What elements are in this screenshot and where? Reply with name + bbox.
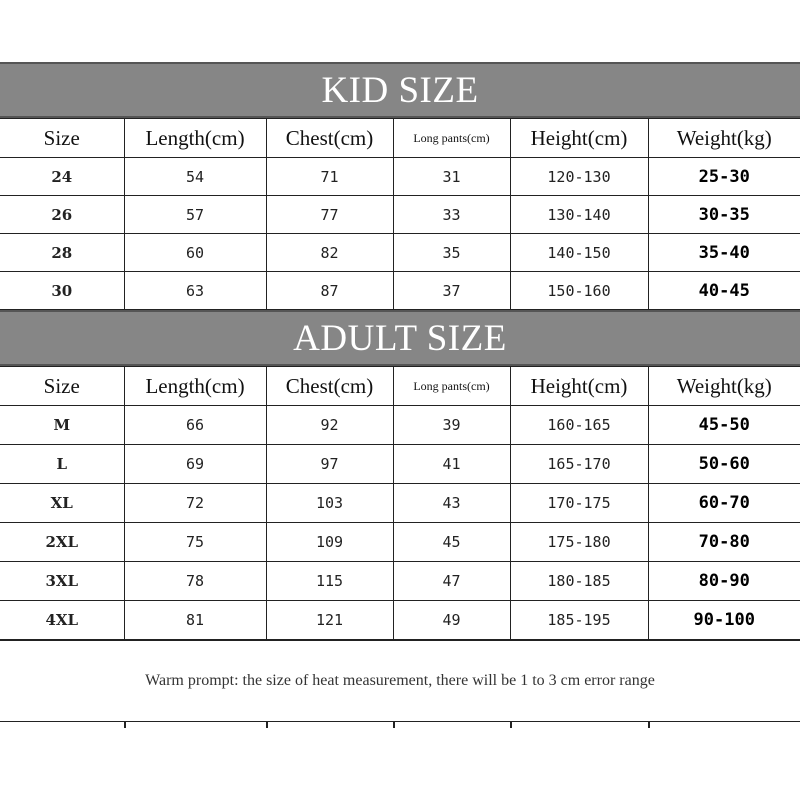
long-pants-cell: 41 [393, 445, 510, 484]
chest-cell: 121 [266, 601, 393, 640]
adult-size-table [0, 366, 800, 640]
height-cell: 140-150 [510, 234, 648, 272]
kid-size-table [0, 118, 800, 310]
length-cell: 72 [124, 484, 266, 523]
header-length: Length(cm) [124, 367, 266, 406]
header-length: Length(cm) [124, 119, 266, 158]
header-chest: Chest(cm) [266, 367, 393, 406]
chest-cell: 77 [266, 196, 393, 234]
divider [266, 722, 268, 728]
long-pants-cell: 37 [393, 272, 510, 310]
measurement-note: Warm prompt: the size of heat measurement, there will be 1 to 3 cm error range [0, 640, 800, 722]
length-cell: 57 [124, 196, 266, 234]
chest-cell: 97 [266, 445, 393, 484]
table-row [0, 272, 800, 310]
size-chart [0, 62, 800, 728]
long-pants-cell: 49 [393, 601, 510, 640]
weight-cell: 60-70 [648, 484, 800, 523]
divider [648, 722, 650, 728]
table-row [0, 406, 800, 445]
header-weight: Weight(kg) [648, 119, 800, 158]
header-long-pants: Long pants(cm) [393, 367, 510, 406]
header-size: Size [0, 367, 124, 406]
weight-cell: 70-80 [648, 523, 800, 562]
weight-cell: 45-50 [648, 406, 800, 445]
weight-cell: 25-30 [648, 158, 800, 196]
table-row [0, 234, 800, 272]
divider [510, 722, 512, 728]
chest-cell: 109 [266, 523, 393, 562]
table-row [0, 601, 800, 640]
divider [124, 722, 126, 728]
chest-cell: 115 [266, 562, 393, 601]
height-cell: 180-185 [510, 562, 648, 601]
table-row [0, 445, 800, 484]
length-cell: 75 [124, 523, 266, 562]
adult-size-title: ADULT SIZE [0, 310, 800, 366]
table-row [0, 484, 800, 523]
kid-header-row [0, 119, 800, 158]
column-stubs [0, 722, 800, 728]
header-height: Height(cm) [510, 367, 648, 406]
weight-cell: 80-90 [648, 562, 800, 601]
table-row [0, 158, 800, 196]
divider [393, 722, 395, 728]
header-height: Height(cm) [510, 119, 648, 158]
size-cell: 2XL [0, 523, 124, 562]
height-cell: 170-175 [510, 484, 648, 523]
height-cell: 185-195 [510, 601, 648, 640]
weight-cell: 40-45 [648, 272, 800, 310]
chest-cell: 71 [266, 158, 393, 196]
header-chest: Chest(cm) [266, 119, 393, 158]
height-cell: 130-140 [510, 196, 648, 234]
size-cell: 30 [0, 272, 124, 310]
size-cell: 24 [0, 158, 124, 196]
table-row [0, 562, 800, 601]
size-cell: 3XL [0, 562, 124, 601]
long-pants-cell: 43 [393, 484, 510, 523]
header-size: Size [0, 119, 124, 158]
long-pants-cell: 35 [393, 234, 510, 272]
table-row [0, 196, 800, 234]
long-pants-cell: 31 [393, 158, 510, 196]
table-row [0, 523, 800, 562]
length-cell: 78 [124, 562, 266, 601]
length-cell: 66 [124, 406, 266, 445]
length-cell: 69 [124, 445, 266, 484]
chest-cell: 82 [266, 234, 393, 272]
size-cell: 28 [0, 234, 124, 272]
adult-header-row [0, 367, 800, 406]
length-cell: 54 [124, 158, 266, 196]
weight-cell: 90-100 [648, 601, 800, 640]
height-cell: 150-160 [510, 272, 648, 310]
long-pants-cell: 33 [393, 196, 510, 234]
height-cell: 120-130 [510, 158, 648, 196]
weight-cell: 50-60 [648, 445, 800, 484]
header-long-pants: Long pants(cm) [393, 119, 510, 158]
size-cell: 26 [0, 196, 124, 234]
weight-cell: 30-35 [648, 196, 800, 234]
size-cell: 4XL [0, 601, 124, 640]
header-weight: Weight(kg) [648, 367, 800, 406]
height-cell: 160-165 [510, 406, 648, 445]
chest-cell: 92 [266, 406, 393, 445]
weight-cell: 35-40 [648, 234, 800, 272]
size-cell: L [0, 445, 124, 484]
height-cell: 175-180 [510, 523, 648, 562]
chest-cell: 87 [266, 272, 393, 310]
length-cell: 60 [124, 234, 266, 272]
height-cell: 165-170 [510, 445, 648, 484]
long-pants-cell: 45 [393, 523, 510, 562]
kid-size-title: KID SIZE [0, 62, 800, 118]
length-cell: 81 [124, 601, 266, 640]
length-cell: 63 [124, 272, 266, 310]
long-pants-cell: 47 [393, 562, 510, 601]
size-cell: M [0, 406, 124, 445]
long-pants-cell: 39 [393, 406, 510, 445]
size-cell: XL [0, 484, 124, 523]
chest-cell: 103 [266, 484, 393, 523]
